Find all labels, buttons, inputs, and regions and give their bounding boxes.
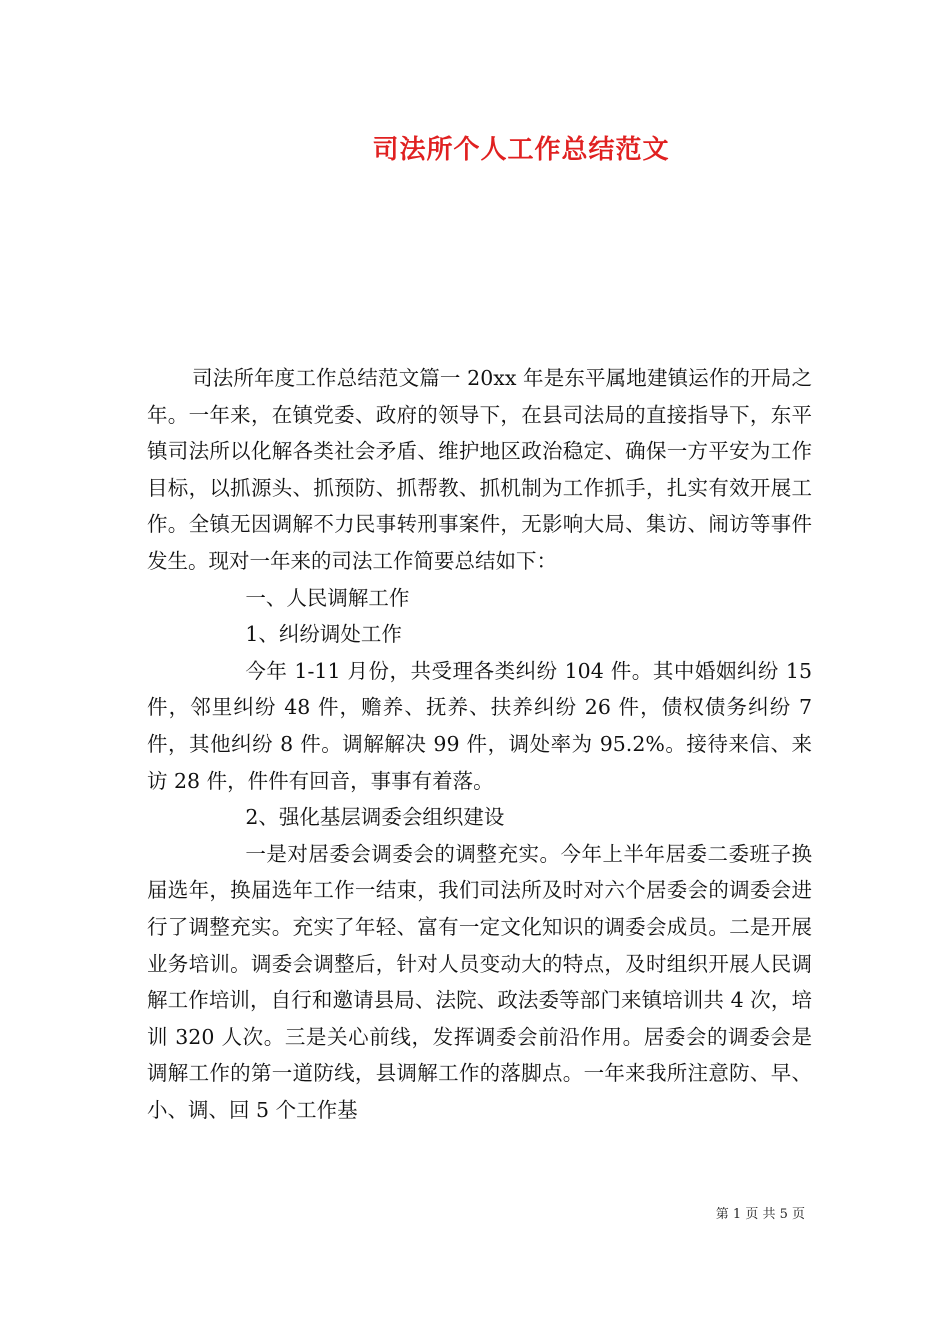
subsection-heading-organization: 2、强化基层调委会组织建设 (245, 805, 505, 830)
paragraph-organization: 一是对居委会调委会的调整充实。今年上半年居委二委班子换届选年，换届选年工作一结束，我们司法所及时对六个居委会的调委会进行了调整充实。充实了年轻、富有一定文化知识的调委会成员。二是开展业务培训。调委会调整后，针对人员变动大的特点，及时组织开展人民调解工作培训，自行和邀请县局、法院、政法委等部门来镇培训共 4 次，培训 320 人次。三是关心前线，发挥调委会前沿作用。居委会的调委会是调解工作的第一道防线，县调解工作的落脚点。一年来我所注意防、早、小、调、回 5 个工作基 (147, 841, 812, 1122)
page-number-footer: 第 1 页 共 5 页 (715, 1207, 805, 1222)
subsection-heading-dispute: 1、纠纷调处工作 (245, 622, 402, 647)
document-body (147, 360, 812, 1128)
paragraph-intro: 司法所年度工作总结范文篇一 20xx 年是东平属地建镇运作的开局之年。一年来，在镇党委、政府的领导下，在县司法局的直接指导下，东平镇司法所以化解各类社会矛盾、维护地区政治稳定、确保一方平安为工作目标，以抓源头、抓预防、抓帮教、抓机制为工作抓手，扎实有效开展工作。全镇无因调解不力民事转刑事案件，无影响大局、集访、闹访等事件发生。现对一年来的司法工作简要总结如下： (147, 366, 812, 573)
paragraph-dispute-stats: 今年 1-11 月份，共受理各类纠纷 104 件。其中婚姻纠纷 15 件，邻里纠纷 48 件，赡养、抚养、扶养纠纷 26 件，债权债务纠纷 7 件，其他纠纷 8 件。调解解决 99 件，调处率为 95.2%。接待来信、来访 28 件，件件有回音，事事有着落。 (147, 658, 812, 793)
section-heading-mediation: 一、人民调解工作 (245, 585, 410, 610)
document-title: 司法所个人工作总结范文 (372, 135, 670, 165)
